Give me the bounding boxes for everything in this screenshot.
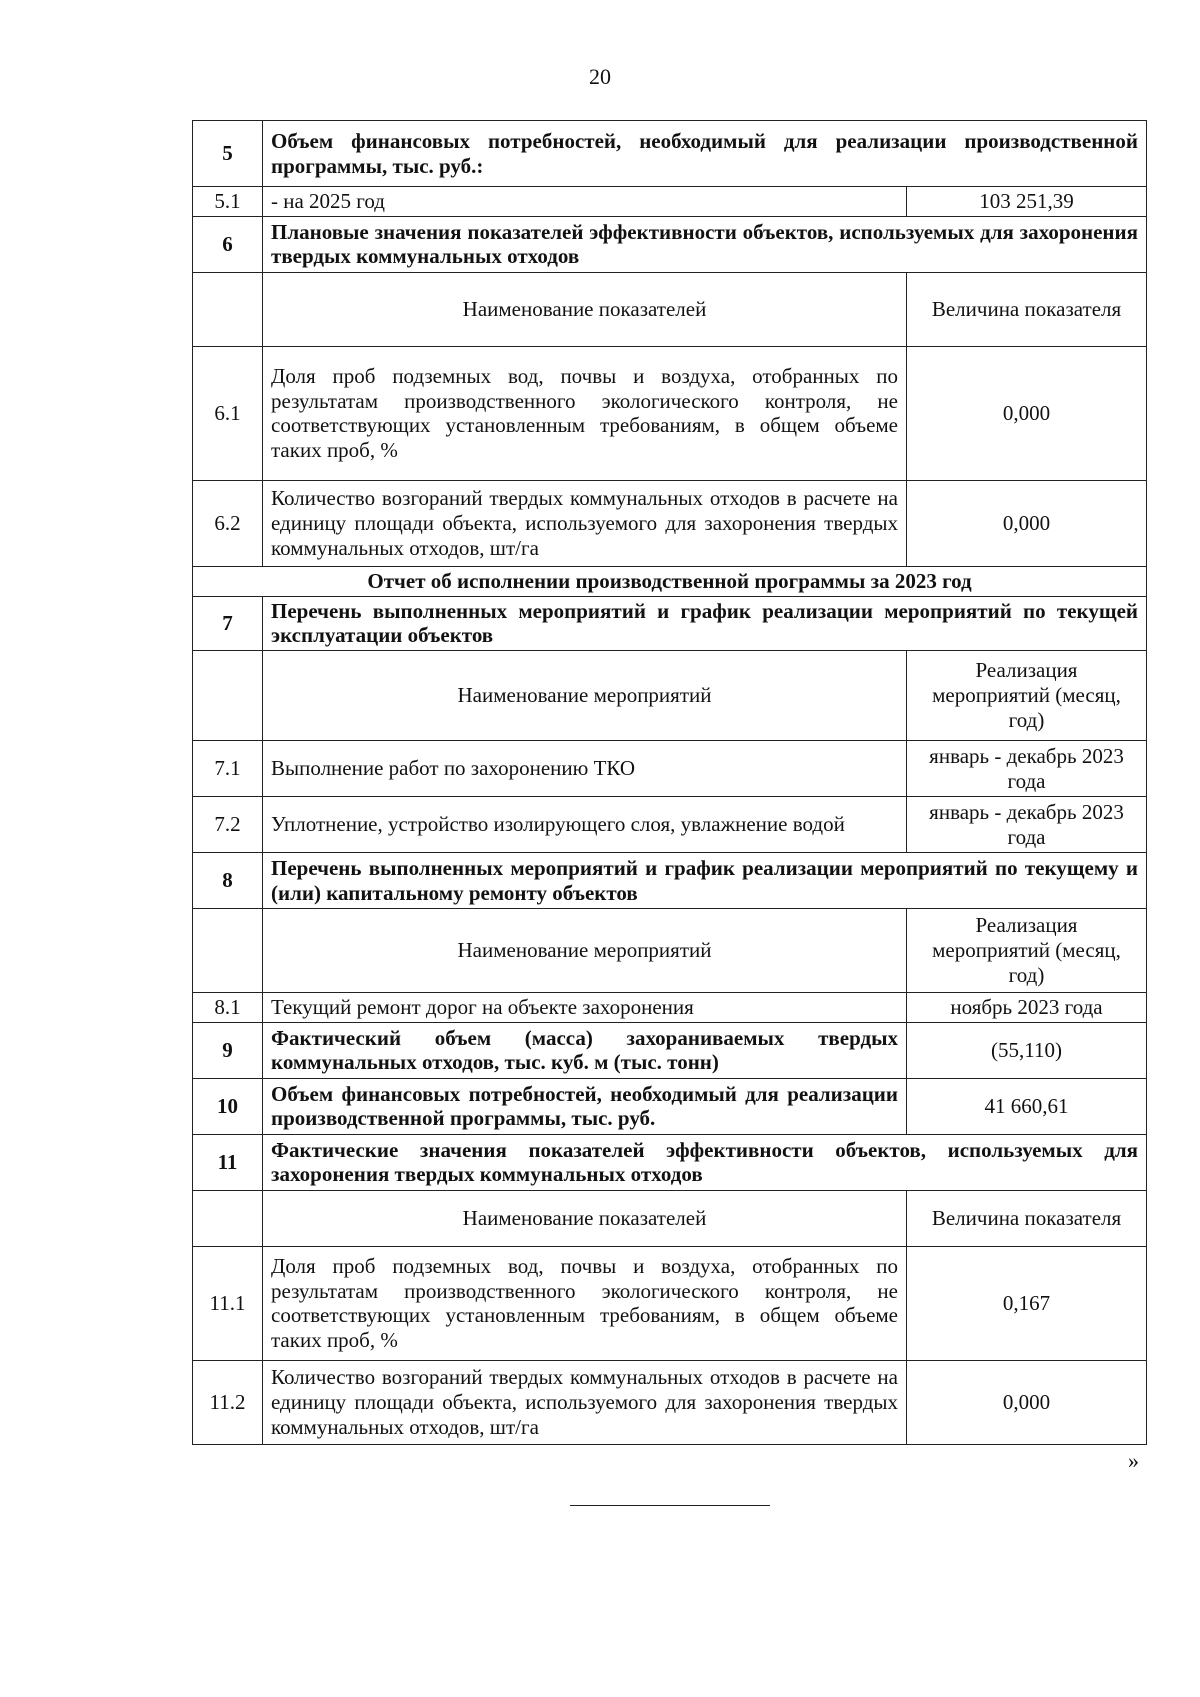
column-header-name: Наименование показателей: [263, 1190, 907, 1246]
row-number: 7.1: [193, 741, 263, 797]
row-value: 103 251,39: [907, 187, 1147, 217]
table-row-11-header: [193, 1190, 1147, 1246]
table-row-5: [193, 121, 1147, 187]
row-number: 6.2: [193, 480, 263, 566]
row-number-empty: [193, 1190, 263, 1246]
column-header-value: Реализация мероприятий (месяц, год): [907, 909, 1147, 993]
row-number: 10: [193, 1078, 263, 1134]
row-number: 8.1: [193, 993, 263, 1023]
row-number: 5.1: [193, 187, 263, 217]
table-row-11-1: [193, 1246, 1147, 1360]
table-row-7-1: [193, 741, 1147, 797]
row-number: 8: [193, 853, 263, 909]
row-number: 6: [193, 216, 263, 272]
row-label: - на 2025 год: [263, 187, 907, 217]
column-header-name: Наименование показателей: [263, 272, 907, 346]
table-row-6-header: [193, 272, 1147, 346]
row-value: 0,000: [907, 346, 1147, 480]
column-header-value: Величина показателя: [907, 1190, 1147, 1246]
table-row-11: [193, 1134, 1147, 1190]
section-title-repair-activities: Перечень выполненных мероприятий и график реализации мероприятий по текущему и (или) капитальному ремонту объектов: [263, 853, 1147, 909]
section-title-maintenance-activities: Перечень выполненных мероприятий и график реализации мероприятий по текущей эксплуатации объектов: [263, 596, 1147, 651]
table-row-5-1: [193, 187, 1147, 217]
row-number: 11: [193, 1134, 263, 1190]
table-row-6-2: [193, 480, 1147, 566]
table-row-6: [193, 216, 1147, 272]
row-value: (55,110): [907, 1022, 1147, 1078]
row-value: 41 660,61: [907, 1078, 1147, 1134]
table-row-8-1: [193, 993, 1147, 1023]
table-row-7-2: [193, 797, 1147, 853]
table-row-10: [193, 1078, 1147, 1134]
row-label: Доля проб подземных вод, почвы и воздуха, отобранных по результатам производственного экологического контроля, не соответствующих установленным требованиям, в общем объеме таких проб, %: [263, 1246, 907, 1360]
table-row-7: [193, 596, 1147, 651]
page-number: 20: [589, 64, 611, 89]
section-title-financial-needs: Объем финансовых потребностей, необходимый для реализации производственной программы, тыс. руб.:: [263, 121, 1147, 187]
row-value: 0,000: [907, 480, 1147, 566]
row-label: Текущий ремонт дорог на объекте захоронения: [263, 993, 907, 1023]
table-row-report-title: [193, 566, 1147, 596]
end-separator-line: [570, 1505, 770, 1506]
column-header-name: Наименование мероприятий: [263, 909, 907, 993]
row-number: 9: [193, 1022, 263, 1078]
row-value: ноябрь 2023 года: [907, 993, 1147, 1023]
row-label: Количество возгораний твердых коммунальных отходов в расчете на единицу площади объекта, используемого для захоронения твердых коммунальных отходов, шт/га: [263, 480, 907, 566]
row-label: Объем финансовых потребностей, необходимый для реализации производственной программы, тыс. руб.: [263, 1078, 907, 1134]
row-number: 7.2: [193, 797, 263, 853]
row-label: Доля проб подземных вод, почвы и воздуха, отобранных по результатам производственного экологического контроля, не соответствующих установленным требованиям, в общем объеме таких проб, %: [263, 346, 907, 480]
section-title-actual-indicators: Фактические значения показателей эффективности объектов, используемых для захоронения твердых коммунальных отходов: [263, 1134, 1147, 1190]
row-label: Количество возгораний твердых коммунальных отходов в расчете на единицу площади объекта, используемого для захоронения твердых коммунальных отходов, шт/га: [263, 1360, 907, 1444]
row-number-empty: [193, 272, 263, 346]
column-header-value: Величина показателя: [907, 272, 1147, 346]
row-label: Выполнение работ по захоронению ТКО: [263, 741, 907, 797]
row-value: 0,000: [907, 1360, 1147, 1444]
table-row-7-header: [193, 651, 1147, 741]
row-value: январь - декабрь 2023 года: [907, 797, 1147, 853]
row-number-empty: [193, 651, 263, 741]
row-number: 5: [193, 121, 263, 187]
program-table: [192, 120, 1147, 1445]
table-row-6-1: [193, 346, 1147, 480]
row-value: январь - декабрь 2023 года: [907, 741, 1147, 797]
report-title: Отчет об исполнении производственной программы за 2023 год: [193, 566, 1147, 596]
column-header-value: Реализация мероприятий (месяц, год): [907, 651, 1147, 741]
row-number: 7: [193, 596, 263, 651]
section-title-planned-indicators: Плановые значения показателей эффективности объектов, используемых для захоронения твердых коммунальных отходов: [263, 216, 1147, 272]
row-value: 0,167: [907, 1246, 1147, 1360]
table-row-9: [193, 1022, 1147, 1078]
table-row-8-header: [193, 909, 1147, 993]
row-number: 11.2: [193, 1360, 263, 1444]
table-row-11-2: [193, 1360, 1147, 1444]
closing-quote-mark: »: [1128, 1448, 1139, 1473]
row-label: Фактический объем (масса) захораниваемых твердых коммунальных отходов, тыс. куб. м (тыс. тонн): [263, 1022, 907, 1078]
row-number: 11.1: [193, 1246, 263, 1360]
table-row-8: [193, 853, 1147, 909]
row-number: 6.1: [193, 346, 263, 480]
column-header-name: Наименование мероприятий: [263, 651, 907, 741]
row-number-empty: [193, 909, 263, 993]
row-label: Уплотнение, устройство изолирующего слоя, увлажнение водой: [263, 797, 907, 853]
